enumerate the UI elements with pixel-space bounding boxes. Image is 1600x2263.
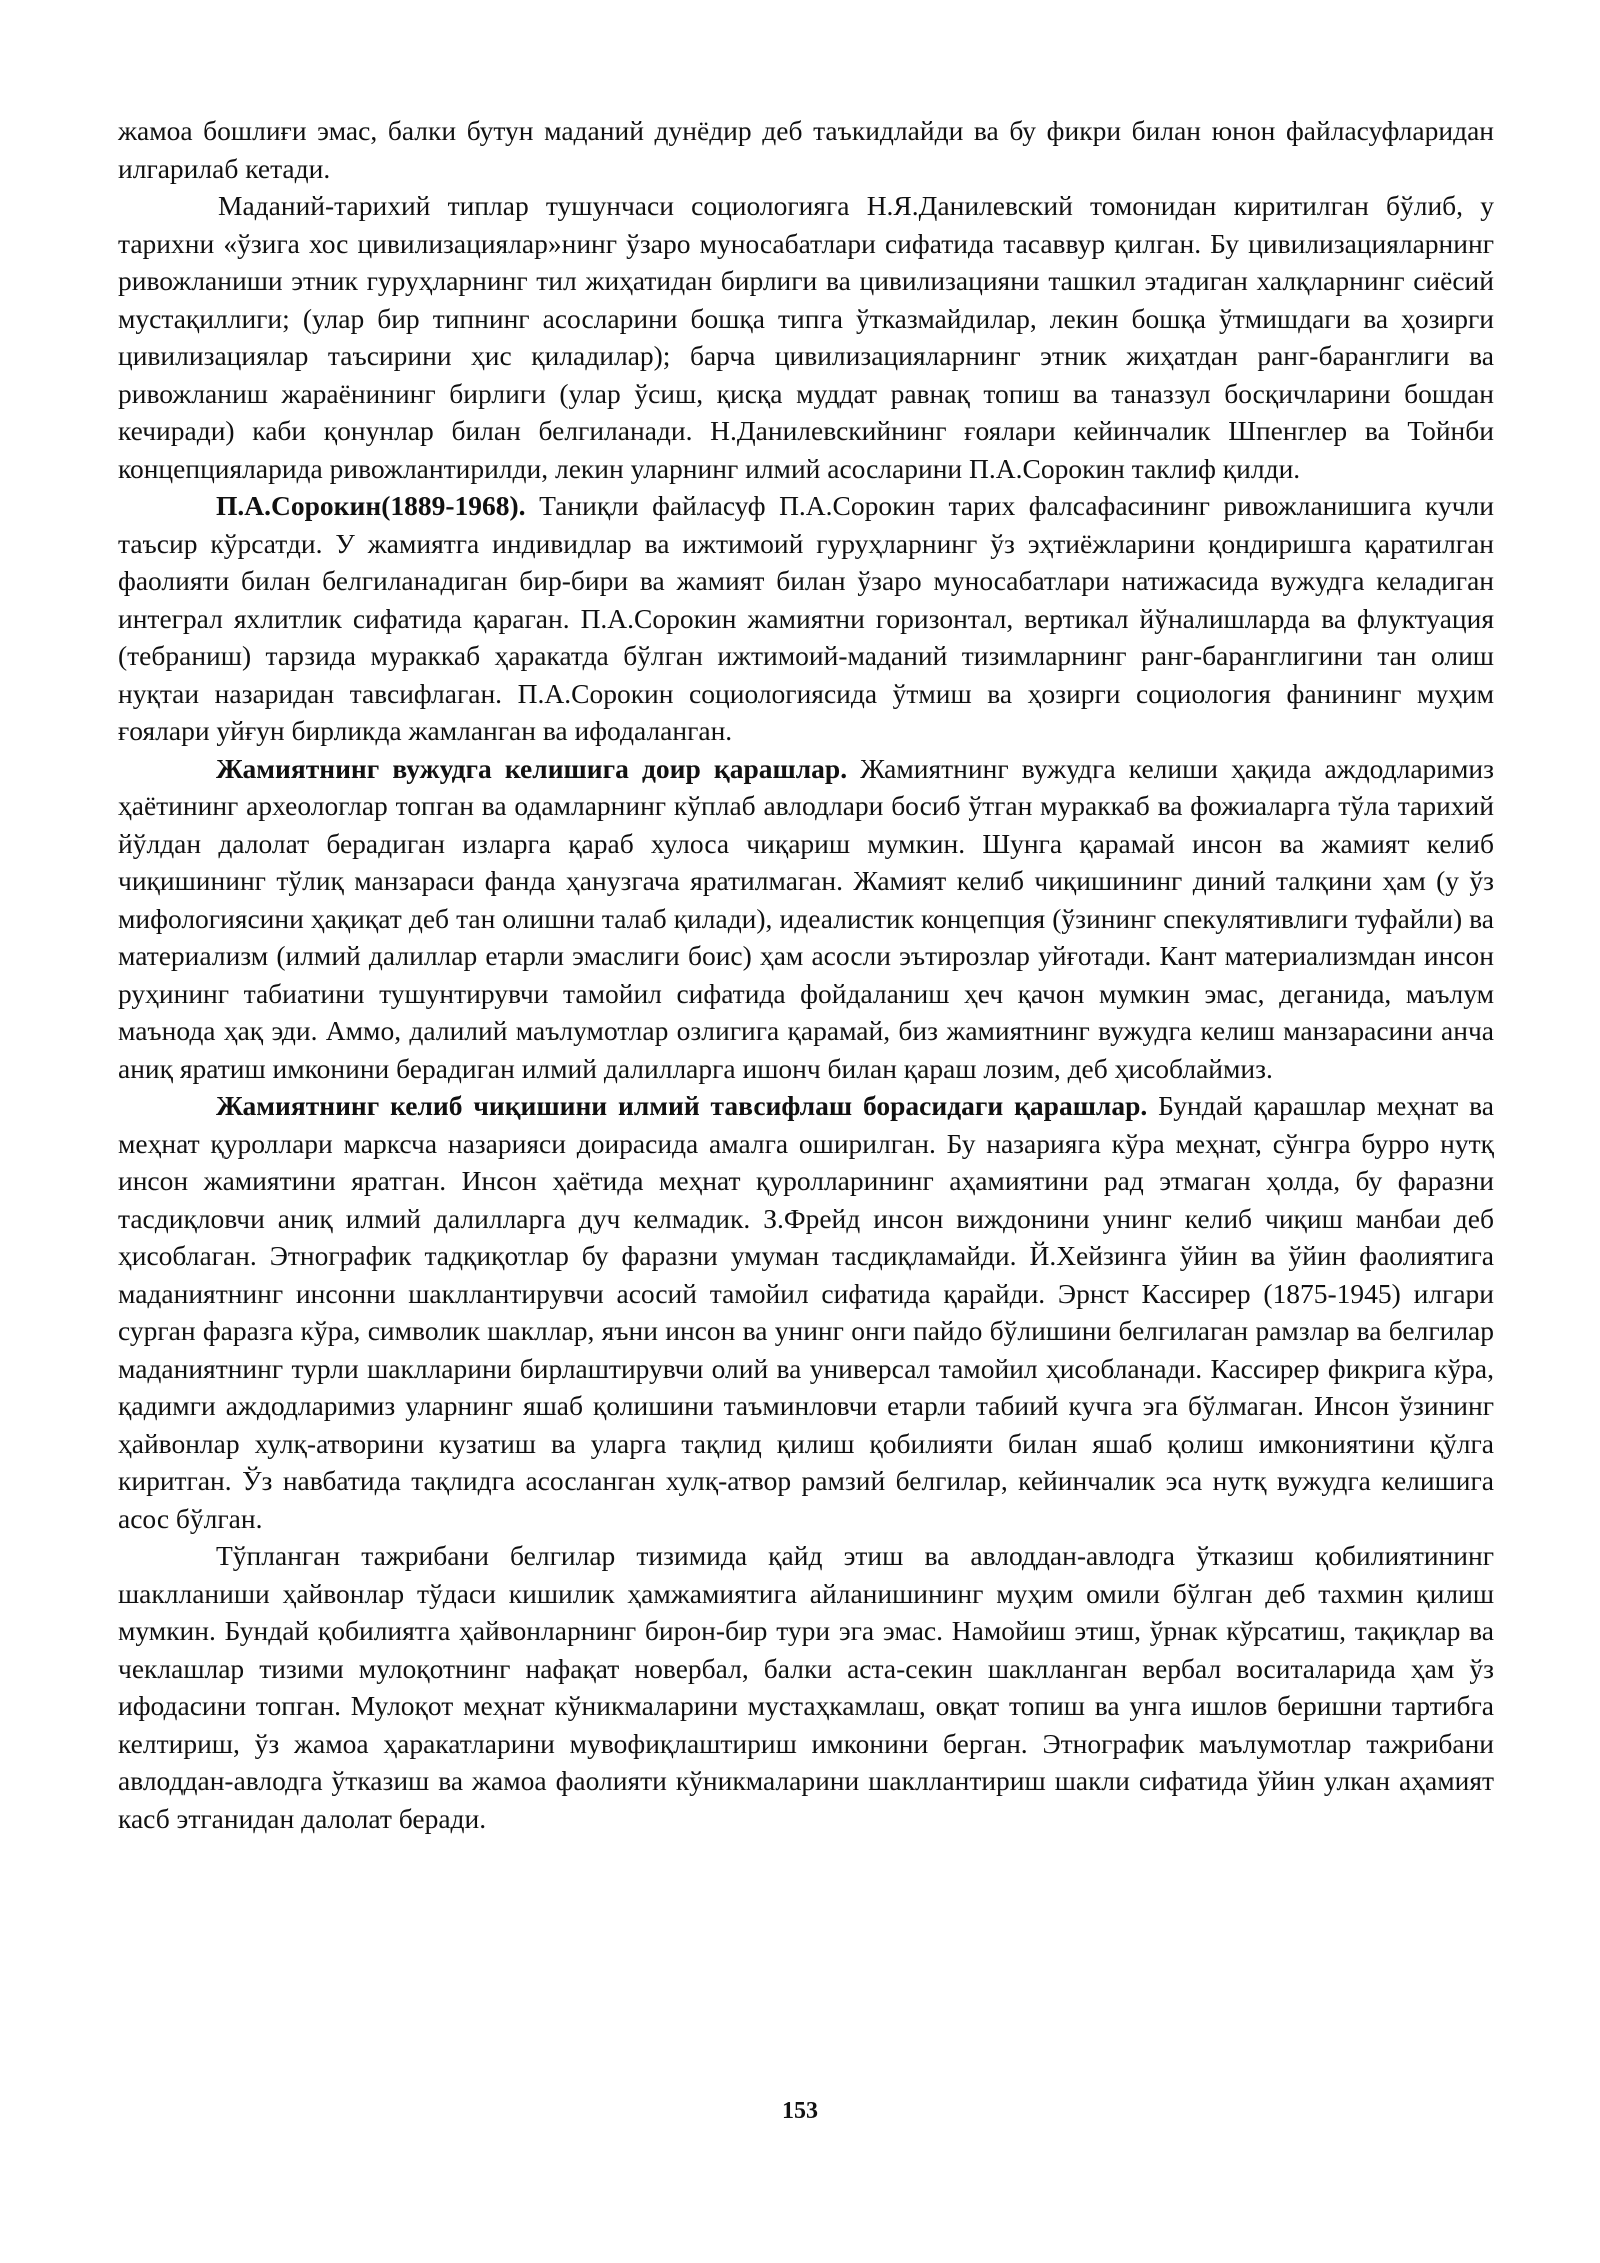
page-body: [118, 112, 1494, 1837]
paragraph-experience: [118, 1537, 1494, 1837]
paragraph-text: Бундай қарашлар меҳнат ва меҳнат қуроллари марксча назарияси доирасида амалга оширилган. Бу назарияга кўра меҳнат, сўнгра бурро нутқ инсон жамиятини яратган. Инсон ҳаётида меҳнат қуролларининг аҳамиятини рад этмаган ҳолда, бу фаразни тасдиқловчи аниқ илмий далилларга дуч келмадик. З.Фрейд инсон виждонини унинг келиб чиқиш манбаи деб ҳисоблаган. Этнографик тадқиқотлар бу фаразни умуман тасдиқламайди. Й.Хейзинга ўйин ва ўйин фаолиятига маданиятнинг инсонни шакллантирувчи асосий тамойил сифатида қарайди. Эрнст Кассирер (1875-1945) илгари сурган фаразга кўра, символик шакллар, яъни инсон ва унинг онги пайдо бўлишини белгилаган рамзлар ва белгилар маданиятнинг турли шаклларини бирлаштирувчи олий ва универсал тамойил ҳисобланади. Кассирер фикрига кўра, қадимги аждодларимиз уларнинг яшаб қолишини таъминловчи етарли табиий кучга эга бўлмаган. Инсон ўзининг ҳайвонлар хулқ-атворини кузатиш ва уларга тақлид қилиш қобилияти билан яшаб қолиш имкониятини қўлга киритган. Ўз навбатида тақлидга асосланган хулқ-атвор рамзий белгилар, кейинчалик эса нутқ вужудга келишига асос бўлган.: [118, 1090, 1494, 1534]
paragraph-heading: П.А.Сорокин(1889-1968).: [216, 490, 526, 521]
paragraph-text: Жамиятнинг вужудга келиши ҳақида аждодларимиз ҳаётининг археологлар топган ва одамларнинг кўплаб авлодлари босиб ўтган мураккаб ва фожиаларга тўла тарихий йўлдан далолат берадиган изларга қараб хулоса чиқариш мумкин. Шунга қарамай инсон ва жамият келиб чиқишининг тўлиқ манзараси фанда ҳанузгача яратилмаган. Жамият келиб чиқишининг диний талқини ҳам (у ўз мифологиясини ҳақиқат деб тан олишни талаб қилади), идеалистик концепция (ўзининг спекулятивлиги туфайли) ва материализм (илмий далиллар етарли эмаслиги боис) ҳам асосли эътирозлар уйғотади. Кант материализмдан инсон руҳининг табиатини тушунтирувчи тамойил сифатида фойдаланиш ҳеч қачон мумкин эмас, деганида, маълум маънода ҳақ эди. Аммо, далилий маълумотлар озлигига қарамай, биз жамиятнинг вужудга келиш манзарасини анча аниқ яратиш имконини берадиган илмий далилларга ишонч билан қараш лозим, деб ҳисоблаймиз.: [118, 752, 1494, 1084]
paragraph-text: жамоа бошлиғи эмас, балки бутун маданий дунёдир деб таъкидлайди ва бу фикри билан юнон файласуфларидан илгарилаб кетади.: [118, 115, 1494, 184]
paragraph-heading: Жамиятнинг келиб чиқишини илмий тавсифлаш борасидаги қарашлар.: [216, 1090, 1148, 1121]
paragraph-continuation: [118, 112, 1494, 187]
paragraph-scientific-views: [118, 1087, 1494, 1537]
paragraph-text: Маданий-тарихий типлар тушунчаси социологияга Н.Я.Данилевский томонидан киритилган бўлиб, у тарихни «ўзига хос цивилизациялар»нинг ўзаро муносабатлари сифатида тасаввур қилган. Бу цивилизацияларнинг ривожланиши этник гуруҳларнинг тил жиҳатидан бирлиги ва цивилизацияни ташкил этадиган халқларнинг сиёсий мустақиллиги; (улар бир типнинг асосларини бошқа типга ўтказмайдилар, лекин бошқа ўтмишдаги ва ҳозирги цивилизациялар таъсирини ҳис қиладилар); барча цивилизацияларнинг этник жиҳатдан ранг-баранглиги ва ривожланиш жараёнининг бирлиги (улар ўсиш, қисқа муддат равнақ топиш ва таназзул босқичларини бошдан кечиради) каби қонунлар билан белгиланади. Н.Данилевскийнинг ғоялари кейинчалик Шпенглер ва Тойнби концепцияларида ривожлантирилди, лекин уларнинг илмий асосларини П.А.Сорокин таклиф қилди.: [118, 190, 1494, 484]
paragraph-heading: Жамиятнинг вужудга келишига доир қарашлар.: [216, 752, 848, 784]
page-number: 153: [782, 2098, 818, 2124]
paragraph-sorokin: [118, 487, 1494, 750]
paragraph-text: Таниқли файласуф П.А.Сорокин тарих фалсафасининг ривожланишига кучли таъсир кўрсатди. У жамиятга индивидлар ва ижтимоий гуруҳларнинг ўз эҳтиёжларини қондиришга қаратилган фаолияти билан белгиланадиган бир-бири ва жамият билан ўзаро муносабатлари натижасида вужудга келадиган интеграл яхлитлик сифатида қараган. П.А.Сорокин жамиятни горизонтал, вертикал йўналишларда ва флуктуация (тебраниш) тарзида мураккаб ҳаракатда бўлган ижтимоий-маданий тизимларнинг ранг-баранглигини тан олиш нуқтаи назаридан тавсифлаган. П.А.Сорокин социологиясида ўтмиш ва ҳозирги социология фанининг муҳим ғоялари уйғун бирликда жамланган ва ифодаланган.: [118, 490, 1494, 746]
paragraph-text: Тўпланган тажрибани белгилар тизимида қайд этиш ва авлоддан-авлодга ўтказиш қобилиятининг шаклланиши ҳайвонлар тўдаси кишилик ҳамжамиятига айланишининг муҳим омили бўлган деб тахмин қилиш мумкин. Бундай қобилиятга ҳайвонларнинг бирон-бир тури эга эмас. Намойиш этиш, ўрнак кўрсатиш, тақиқлар ва чеклашлар тизими мулоқотнинг нафақат новербал, балки аста-секин шаклланган вербал воситаларида ҳам ўз ифодасини топган. Мулоқот меҳнат кўникмаларини мустаҳкамлаш, овқат топиш ва унга ишлов беришни тартибга келтириш, ўз жамоа ҳаракатларини мувофиқлаштириш имконини берган. Этнографик маълумотлар тажрибани авлоддан-авлодга ўтказиш ва жамоа фаолияти кўникмаларини шакллантириш шакли сифатида ўйин улкан аҳамият касб этганидан далолат беради.: [118, 1540, 1494, 1834]
paragraph-danilevsky: [118, 187, 1494, 487]
paragraph-society-origin: [118, 750, 1494, 1088]
